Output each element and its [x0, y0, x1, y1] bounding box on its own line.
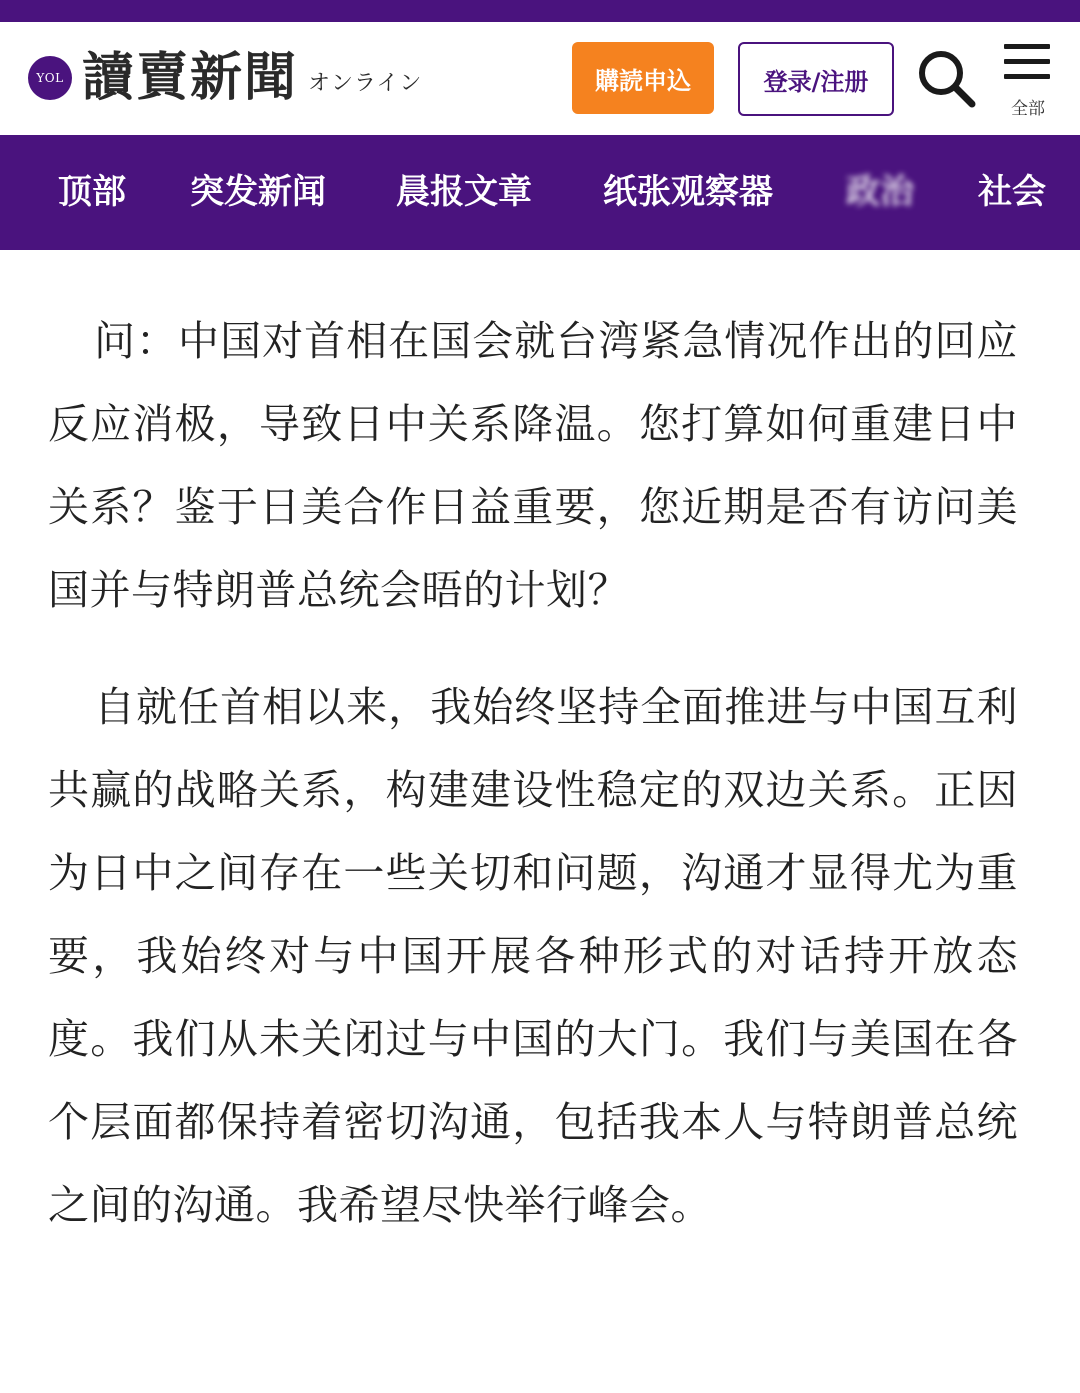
nav-item-breaking-news[interactable]: 突发新闻	[190, 172, 326, 212]
logo-subtitle: オンライン	[308, 70, 423, 96]
nav-item-top[interactable]: 顶部	[58, 172, 126, 212]
nav-item-paper-viewer[interactable]: 纸张观察器	[603, 172, 773, 212]
nav-item-politics[interactable]: 政治	[846, 172, 914, 212]
login-register-button[interactable]: 登录/注册	[738, 42, 894, 116]
menu-label: 全部	[1011, 99, 1045, 119]
logo-title: 讀賣新聞	[82, 47, 299, 108]
hamburger-menu-icon	[1004, 44, 1050, 89]
yol-badge: YOL	[28, 56, 72, 100]
article-paragraph-question: 问：中国对首相在国会就台湾紧急情况作出的回应反应消极，导致日中关系降温。您打算如何重建日中关系？鉴于日美合作日益重要，您近期是否有访问美国并与特朗普总统会晤的计划？	[48, 317, 1018, 614]
menu-button[interactable]	[998, 42, 1058, 122]
article-body	[48, 300, 1018, 1247]
category-nav	[0, 135, 1080, 250]
search-button[interactable]	[914, 46, 978, 110]
article-paragraph-answer: 自就任首相以来，我始终坚持全面推进与中国互利共赢的战略关系，构建建设性稳定的双边关系。正因为日中之间存在一些关切和问题，沟通才显得尤为重要，我始终对与中国开展各种形式的对话持开放态度。我们从未关闭过与中国的大门。我们与美国在各个层面都保持着密切沟通，包括我本人与特朗普总统之间的沟通。我希望尽快举行峰会。	[48, 683, 1018, 1229]
site-logo[interactable]	[28, 47, 423, 108]
site-header	[0, 22, 1080, 135]
nav-item-society[interactable]: 社会	[978, 172, 1046, 212]
search-icon	[914, 46, 978, 110]
nav-item-morning-articles[interactable]: 晨报文章	[396, 172, 532, 212]
subscribe-button[interactable]: 購読申込	[572, 42, 714, 114]
top-accent-strip	[0, 0, 1080, 22]
